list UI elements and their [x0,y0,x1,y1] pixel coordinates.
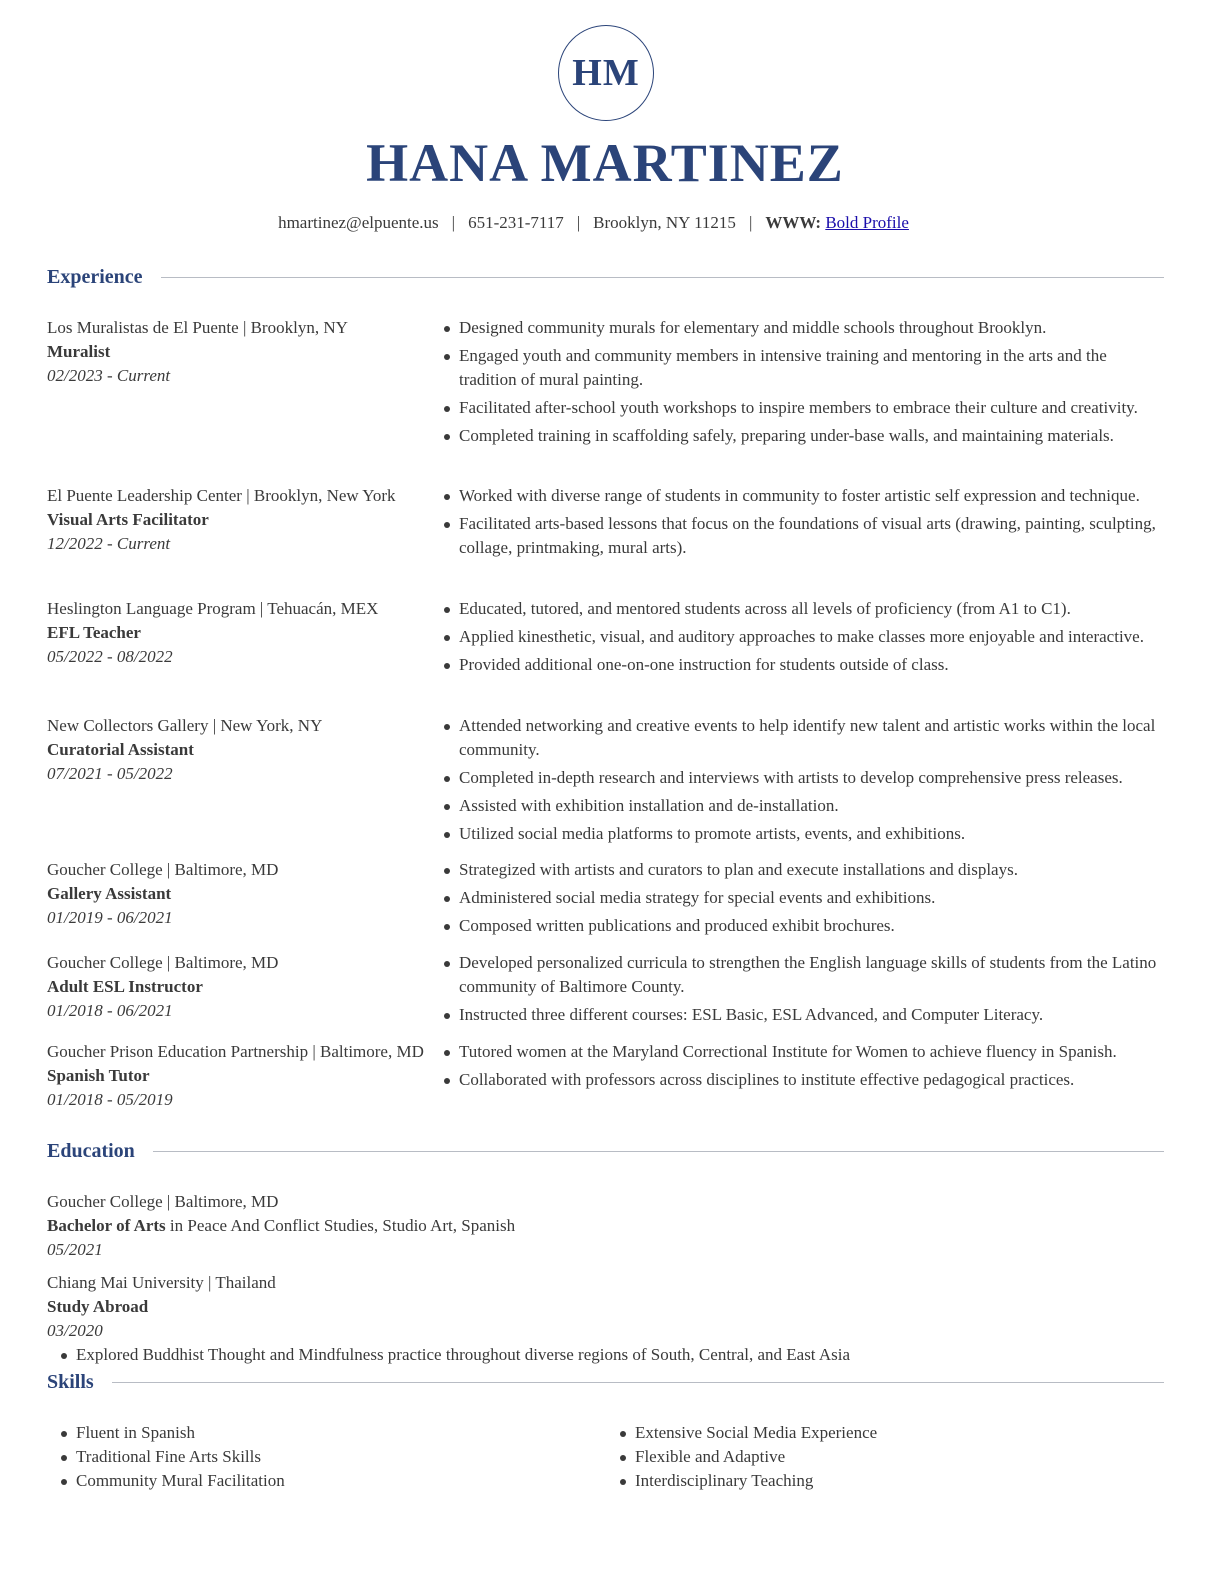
bullet-list [442,858,1162,938]
experience-details [442,951,1162,1031]
skills-section-header [47,1368,1164,1396]
graduation-date: 03/2020 [47,1321,103,1340]
education-entry [47,1190,1147,1262]
employer: El Puente Leadership Center | Brooklyn, New York [47,486,396,505]
section-divider [161,277,1164,278]
job-title: Adult ESL Instructor [47,977,203,996]
bullet-item: Explored Buddhist Thought and Mindfulness practice throughout diverse regions of South, Central, and East Asia [59,1343,1147,1367]
education-entry [47,1271,1147,1371]
bullet-item: Completed training in scaffolding safely, preparing under-base walls, and maintaining materials. [442,424,1162,448]
bullet-list [442,951,1162,1027]
section-divider [153,1151,1164,1152]
bullet-item: Collaborated with professors across disciplines to institute effective pedagogical practices. [442,1068,1162,1092]
skill-item: Community Mural Facilitation [59,1469,559,1493]
experience-meta [47,484,427,556]
bullet-item: Attended networking and creative events to help identify new talent and artistic works within the local community. [442,714,1162,762]
bullet-item: Designed community murals for elementary and middle schools throughout Brooklyn. [442,316,1162,340]
bullet-list [442,484,1162,560]
contact-line [0,211,1187,235]
contact-separator: | [576,213,581,232]
bullet-item: Facilitated after-school youth workshops to inspire members to embrace their culture and creativity. [442,396,1162,420]
candidate-name: HANA MARTINEZ [366,133,844,193]
skills-column-left [59,1421,559,1493]
bullet-list [442,316,1162,448]
monogram-badge [558,25,654,121]
job-dates: 02/2023 - Current [47,366,171,385]
employer: Goucher College | Baltimore, MD [47,953,279,972]
experience-details [442,858,1162,942]
skill-item: Flexible and Adaptive [618,1445,1118,1469]
bullet-list [442,1040,1162,1092]
job-title: Spanish Tutor [47,1066,150,1085]
job-title: Curatorial Assistant [47,740,194,759]
job-title: EFL Teacher [47,623,141,642]
job-title: Muralist [47,342,111,361]
experience-details [442,597,1162,681]
bullet-item: Worked with diverse range of students in community to foster artistic self expression and technique. [442,484,1162,508]
bullet-item: Tutored women at the Maryland Correctional Institute for Women to achieve fluency in Spanish. [442,1040,1162,1064]
contact-phone: 651-231-7117 [468,213,564,232]
skills-list [59,1421,559,1493]
bullet-item: Developed personalized curricula to strengthen the English language skills of students from the Latino community of Baltimore County. [442,951,1162,999]
degree: Study Abroad [47,1297,149,1316]
bullet-item: Utilized social media platforms to promote artists, events, and exhibitions. [442,822,1162,846]
experience-meta [47,1040,427,1112]
bullet-item: Strategized with artists and curators to plan and execute installations and displays. [442,858,1162,882]
job-title: Visual Arts Facilitator [47,510,209,529]
experience-meta [47,597,427,669]
skill-item: Traditional Fine Arts Skills [59,1445,559,1469]
field-of-study: in Peace And Conflict Studies, Studio Art, Spanish [165,1216,516,1235]
degree-line [47,1295,1147,1319]
section-divider [112,1382,1164,1383]
experience-section-header [47,263,1164,291]
job-dates: 01/2018 - 05/2019 [47,1090,173,1109]
job-dates: 07/2021 - 05/2022 [47,764,173,783]
degree-line [47,1214,1147,1238]
skills-column-right [618,1421,1118,1493]
experience-details [442,714,1162,850]
employer: New Collectors Gallery | New York, NY [47,716,323,735]
bullet-item: Educated, tutored, and mentored students across all levels of proficiency (from A1 to C1). [442,597,1162,621]
bullet-list [442,597,1162,677]
school: Goucher College | Baltimore, MD [47,1192,279,1211]
education-heading: Education [47,1140,135,1162]
experience-details [442,484,1162,564]
bullet-list [59,1343,1147,1367]
job-dates: 12/2022 - Current [47,534,171,553]
experience-meta [47,858,427,930]
experience-heading: Experience [47,266,143,288]
contact-separator: | [451,213,456,232]
bullet-item: Engaged youth and community members in intensive training and mentoring in the arts and the tradition of mural painting. [442,344,1162,392]
bullet-item: Applied kinesthetic, visual, and auditory approaches to make classes more enjoyable and interactive. [442,625,1162,649]
skill-item: Fluent in Spanish [59,1421,559,1445]
bullet-item: Administered social media strategy for special events and exhibitions. [442,886,1162,910]
school: Chiang Mai University | Thailand [47,1273,276,1292]
skill-item: Extensive Social Media Experience [618,1421,1118,1445]
job-dates: 01/2019 - 06/2021 [47,908,173,927]
experience-meta [47,951,427,1023]
employer: Heslington Language Program | Tehuacán, MEX [47,599,379,618]
skills-list [618,1421,1118,1493]
skills-heading: Skills [47,1371,94,1393]
profile-link[interactable]: Bold Profile [825,213,909,232]
employer: Goucher Prison Education Partnership | Baltimore, MD [47,1042,424,1061]
experience-meta [47,316,427,388]
job-dates: 05/2022 - 08/2022 [47,647,173,666]
experience-details [442,1040,1162,1096]
job-dates: 01/2018 - 06/2021 [47,1001,173,1020]
experience-meta [47,714,427,786]
monogram-text: HM [572,52,640,94]
employer: Los Muralistas de El Puente | Brooklyn, NY [47,318,348,337]
bullet-item: Instructed three different courses: ESL Basic, ESL Advanced, and Computer Literacy. [442,1003,1162,1027]
bullet-list [442,714,1162,846]
contact-email: hmartinez@elpuente.us [278,213,439,232]
graduation-date: 05/2021 [47,1240,103,1259]
skill-item: Interdisciplinary Teaching [618,1469,1118,1493]
degree: Bachelor of Arts [47,1216,166,1235]
employer: Goucher College | Baltimore, MD [47,860,279,879]
bullet-item: Provided additional one-on-one instruction for students outside of class. [442,653,1162,677]
bullet-item: Facilitated arts-based lessons that focus on the foundations of visual arts (drawing, painting, sculpting, collage, printmaking, mural arts). [442,512,1162,560]
contact-separator: | [748,213,753,232]
bullet-item: Composed written publications and produced exhibit brochures. [442,914,1162,938]
contact-location: Brooklyn, NY 11215 [593,213,736,232]
experience-details [442,316,1162,452]
job-title: Gallery Assistant [47,884,172,903]
education-section-header [47,1137,1164,1165]
www-label: WWW: [765,213,822,232]
bullet-item: Completed in-depth research and interviews with artists to develop comprehensive press releases. [442,766,1162,790]
bullet-item: Assisted with exhibition installation and de-installation. [442,794,1162,818]
